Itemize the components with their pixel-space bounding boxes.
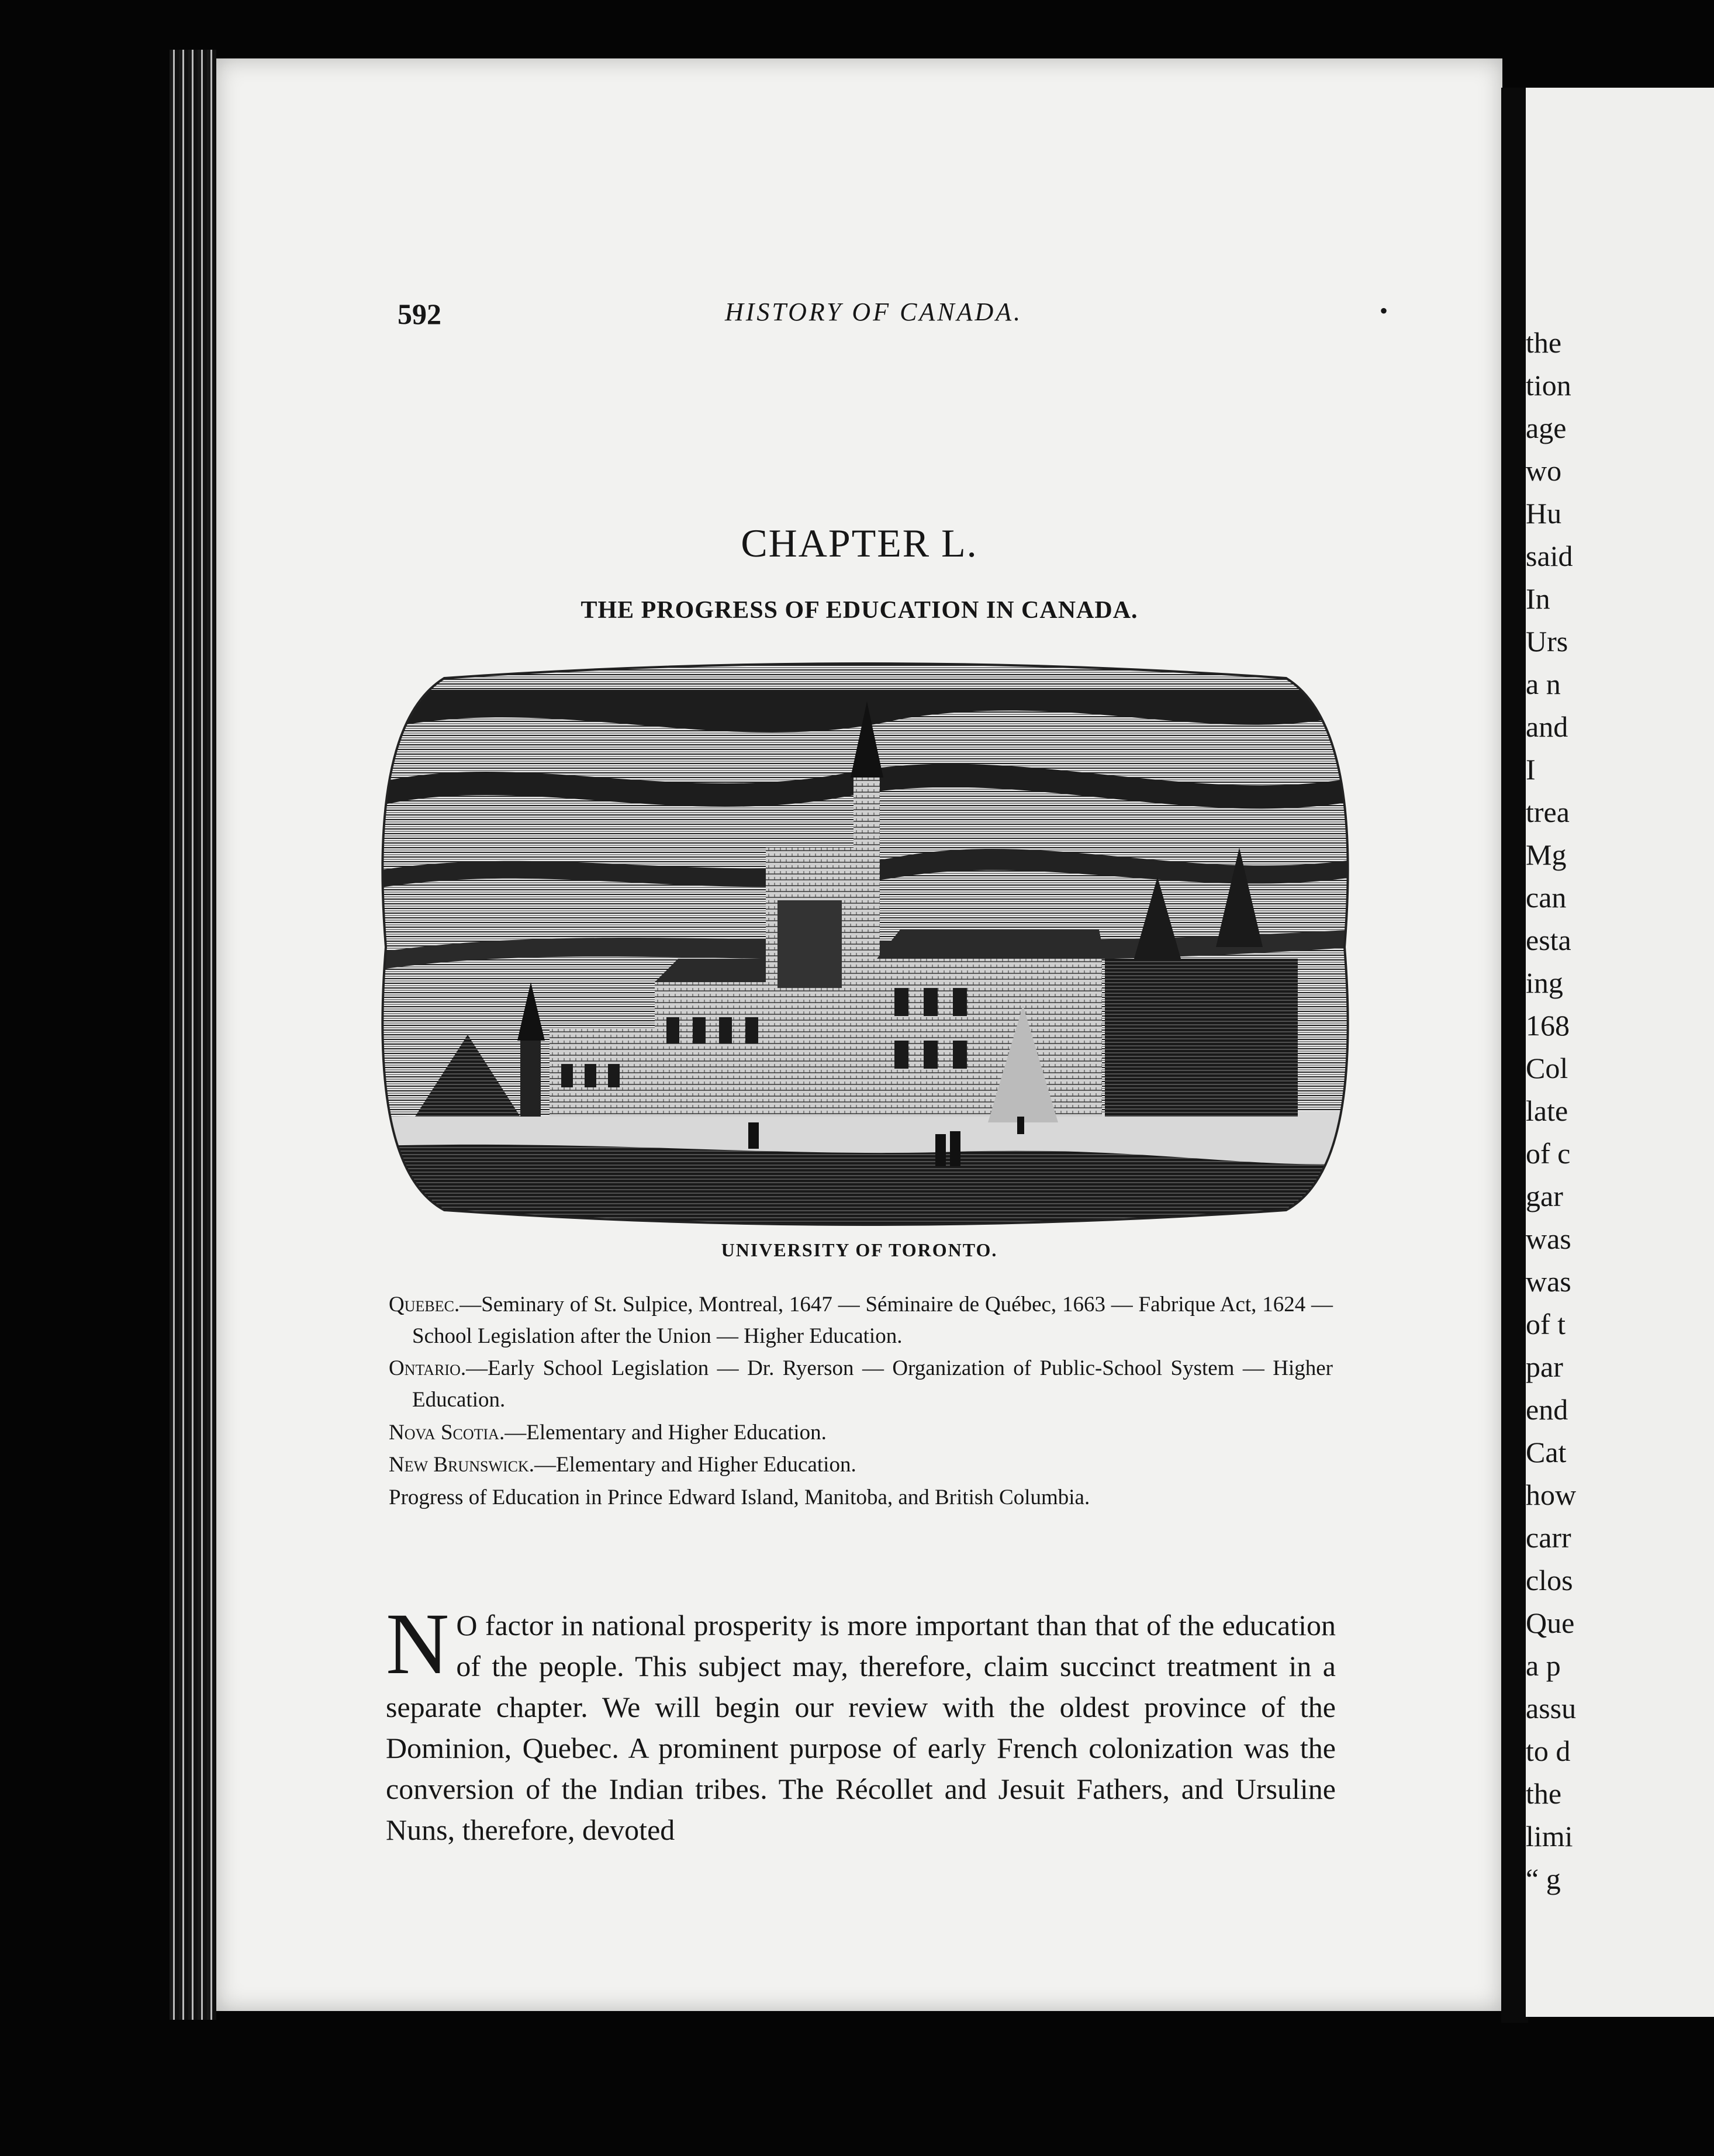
- drop-cap: N: [386, 1595, 450, 1692]
- book-edge: [170, 50, 216, 2020]
- synopsis-item: [389, 1289, 1333, 1352]
- facing-page-line: Que: [1526, 1606, 1575, 1639]
- synopsis-text: —Elementary and Higher Education.: [534, 1453, 856, 1477]
- facing-page-line: Col: [1526, 1052, 1568, 1084]
- facing-page-line: a n: [1526, 668, 1561, 700]
- facing-page-line: Hu: [1526, 497, 1562, 530]
- facing-page-line: 168: [1526, 1009, 1570, 1042]
- facing-page-line: the: [1526, 1777, 1562, 1810]
- facing-page-lines: [1526, 322, 1576, 1901]
- facing-page-line: was: [1526, 1265, 1571, 1298]
- facing-page-line: clos: [1526, 1564, 1573, 1597]
- facing-page-line: Urs: [1526, 625, 1568, 658]
- synopsis-lead: Nova Scotia.: [389, 1420, 505, 1445]
- facing-page-line: wo: [1526, 454, 1562, 487]
- facing-page-line: to d: [1526, 1735, 1571, 1767]
- synopsis-lead: New Brunswick.: [389, 1453, 534, 1477]
- running-header: [398, 297, 1388, 344]
- synopsis-item: [389, 1449, 1333, 1481]
- running-title: HISTORY OF CANADA.: [725, 298, 1023, 326]
- facing-page-line: esta: [1526, 924, 1571, 956]
- facing-page-line: age: [1526, 412, 1567, 444]
- facing-page-line: a p: [1526, 1649, 1561, 1682]
- chapter-title: THE PROGRESS OF EDUCATION IN CANADA.: [580, 597, 1138, 624]
- facing-page-line: said: [1526, 540, 1573, 572]
- facing-page-line: the: [1526, 326, 1562, 359]
- facing-page: [1526, 88, 1714, 2017]
- facing-page-line: tion: [1526, 369, 1571, 402]
- facing-page-line: end: [1526, 1393, 1568, 1426]
- facing-page-line: In: [1526, 582, 1550, 615]
- facing-page-line: assu: [1526, 1692, 1577, 1725]
- facing-page-line: can: [1526, 881, 1567, 914]
- stray-mark: •: [1380, 298, 1388, 324]
- synopsis-item: [389, 1417, 1333, 1449]
- synopsis-item: [389, 1482, 1333, 1514]
- synopsis-lead: Quebec.: [389, 1293, 460, 1317]
- synopsis-text: —Early School Legislation — Dr. Ryerson — Organization of Public-School System — Higher Education.: [412, 1356, 1333, 1412]
- page-number: 592: [398, 298, 441, 330]
- synopsis-item: [389, 1353, 1333, 1415]
- facing-page-line: carr: [1526, 1521, 1571, 1554]
- synopsis-text: —Seminary of St. Sulpice, Montreal, 1647 — Séminaire de Québec, 1663 — Fabrique Act, 1624 — School Legislation after the Union — Higher Education.: [412, 1293, 1333, 1348]
- facing-page-line: gar: [1526, 1180, 1563, 1212]
- facing-page-line: Mg: [1526, 838, 1567, 871]
- chapter-synopsis: [389, 1289, 1333, 1514]
- facing-page-line: was: [1526, 1222, 1571, 1255]
- facing-page-line: and: [1526, 710, 1568, 743]
- synopsis-lead: Ontario.: [389, 1356, 466, 1381]
- facing-page-line: of c: [1526, 1137, 1571, 1170]
- chapter-number: CHAPTER L.: [741, 521, 978, 565]
- facing-page-line: ing: [1526, 966, 1563, 999]
- facing-page-line: I: [1526, 753, 1536, 786]
- synopsis-text: Progress of Education in Prince Edward Island, Manitoba, and British Columbia.: [389, 1485, 1090, 1509]
- facing-page-line: late: [1526, 1094, 1568, 1127]
- facing-page-line: Cat: [1526, 1436, 1567, 1469]
- university-engraving: [374, 655, 1356, 1234]
- body-paragraph: [386, 1595, 1336, 1850]
- page-gutter: [1501, 88, 1528, 2023]
- illustration-caption: UNIVERSITY OF TORONTO.: [721, 1239, 998, 1260]
- facing-page-line: trea: [1526, 796, 1570, 828]
- page-592: [216, 58, 1502, 2011]
- facing-page-line: limi: [1526, 1820, 1573, 1853]
- body-text: O factor in national prosperity is more important than that of the education of the people. This subject may, therefore, claim succinct treatment in a separate chapter. We will begin our review with the oldest province of the Dominion, Quebec. A prominent purpose of early French colonization was the conversion of the Indian tribes. The Récollet and Jesuit Fathers, and Ursuline Nuns, therefore, devoted: [386, 1609, 1336, 1846]
- facing-page-line: how: [1526, 1478, 1577, 1511]
- facing-page-line: of t: [1526, 1308, 1566, 1340]
- facing-page-line: par: [1526, 1350, 1563, 1383]
- facing-page-line: “ g: [1526, 1863, 1561, 1895]
- synopsis-text: —Elementary and Higher Education.: [504, 1420, 827, 1445]
